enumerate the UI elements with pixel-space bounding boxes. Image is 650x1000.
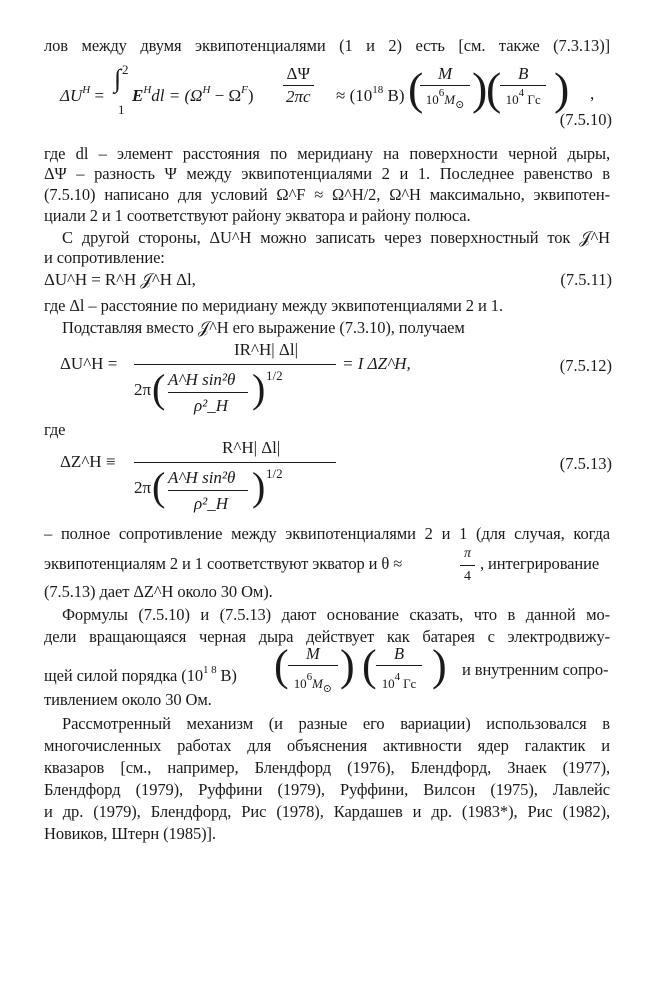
paren: (: [152, 366, 166, 411]
text-line: С другой стороны, ΔU^H можно записать через поверхностный ток 𝒥^H: [62, 228, 610, 247]
text-line: ΔΨ – разность Ψ между эквипотенциалями 2 и 1. Последнее равенство в: [44, 164, 610, 183]
text-line: Блендфорд (1979), Руффини (1979), Руффини, Вилсон (1975), Лавлейс: [44, 780, 610, 799]
paren: (: [152, 464, 166, 509]
text-line: и др. (1979), Блендфорд, Рис (1978), Кардашев и др. (1983*), Рис (1982),: [44, 802, 610, 821]
fraction: $\frac{\pi}{4}$: [460, 544, 475, 587]
text-fragment: В): [216, 666, 237, 685]
fraction: M $10^6M_⊙$: [288, 644, 338, 699]
eq-text: ,: [590, 84, 595, 103]
text-fragment: эквипотенциалям 2 и 1 соответствуют экватор и θ ≈: [44, 554, 403, 573]
integral-upper: 2: [122, 62, 129, 77]
eq-numerator: IR^H| Δl|: [234, 340, 298, 359]
eq-den-num: A^H sin²θ: [168, 468, 236, 487]
text-line: где: [44, 420, 66, 439]
eq-den-den: ρ²_H: [194, 494, 229, 513]
equation-number: (7.5.12): [559, 356, 612, 375]
paren: (: [486, 63, 502, 114]
text-line: где dl – элемент расстояния по меридиану на поверхности черной дыры,: [44, 144, 610, 163]
paren: ): [554, 63, 570, 114]
text-line: и сопротивление:: [44, 248, 165, 267]
paren: ): [340, 641, 355, 690]
fraction-numerator: ΔΨ: [283, 64, 314, 86]
fraction: B $10^4$ Гс: [376, 644, 422, 694]
fraction-numerator: B: [500, 64, 546, 86]
eq-text: ): [247, 86, 254, 105]
text-superscript: 1 8: [203, 664, 217, 676]
text-line: лов между двумя эквипотенциалями (1 и 2) есть [см. также (7.3.13)]: [44, 36, 610, 55]
text-line: где Δl – расстояние по меридиану между эквипотенциалями 2 и 1.: [44, 296, 503, 315]
equation-number: (7.5.13): [559, 454, 612, 473]
fraction-denominator: 2πc: [286, 87, 311, 106]
fraction-bar: [168, 392, 248, 393]
text-line: [44, 641, 610, 695]
text-line: многочисленных работах для объяснения активности ядер галактик и: [44, 736, 610, 755]
eq-symbol: ΔU: [60, 86, 83, 105]
equation-number: (7.5.11): [560, 270, 612, 289]
eq-rhs: = I ΔZ^H,: [342, 354, 411, 373]
paren: ): [432, 641, 447, 690]
text-line: тивлением около 30 Ом.: [44, 690, 212, 709]
fraction: B $10^4$ Гс: [500, 64, 546, 108]
text-line: (7.5.13) дает ΔZ^H около 30 Ом).: [44, 582, 273, 601]
eq-power: 1/2: [266, 368, 283, 383]
text-fragment: и внутренним сопро-: [462, 660, 609, 679]
eq-text: dl = (Ω: [151, 86, 203, 105]
eq-superscript: F: [241, 84, 248, 96]
equation-7-5-12: [60, 340, 560, 422]
eq-superscript: 18: [372, 84, 384, 96]
integral-sign: ∫: [114, 64, 122, 93]
equation-7-5-10: $\Delta U^H$ = ∫ 2 1 $E^Hdl = (\Omega^H - \Omega^F)$ $\frac{\Delta\Psi}{2\pi c}$ ≈ ($10^{18}$ В) ( M $10^6M_⊙$ ) ( B $10^4$ Гс ) ,: [60, 62, 595, 117]
eq-lhs: ΔU^H =: [60, 354, 118, 373]
text-line: дели вращающаяся черная дыра действует как батарея с электродвижу-: [44, 627, 610, 646]
paren: (: [274, 641, 289, 690]
paren: ): [472, 63, 488, 114]
fraction: [282, 64, 315, 107]
fraction-bar: [134, 462, 336, 463]
equation-7-5-13: [60, 438, 560, 520]
text-line: Формулы (7.5.10) и (7.5.13) дают основание сказать, что в данной мо-: [62, 605, 610, 624]
eq-den-den: ρ²_H: [194, 396, 229, 415]
eq-superscript: H: [82, 84, 91, 96]
paren: (: [408, 63, 424, 114]
text-line: – полное сопротивление между эквипотенциалями 2 и 1 (для случая, когда: [44, 524, 610, 543]
text-line: циали 2 и 1 соответствуют району экватора и району полюса.: [44, 206, 471, 225]
fraction-bar: [134, 364, 336, 365]
eq-den-num: A^H sin²θ: [168, 370, 236, 389]
equation-number: (7.5.10): [559, 110, 612, 129]
text-line: (7.5.10) написано для условий Ω^F ≈ Ω^H/2, Ω^H максимально, эквипотен-: [44, 185, 610, 204]
eq-lhs: ΔZ^H ≡: [60, 452, 116, 471]
eq-2pi: 2π: [134, 478, 152, 497]
text-line: квазаров [см., например, Блендфорд (1976), Блендфорд, Знаек (1977),: [44, 758, 610, 777]
eq-numerator: R^H| Δl|: [222, 438, 281, 457]
fraction-numerator: M: [420, 64, 470, 86]
paren: ): [252, 464, 266, 509]
eq-2pi: 2π: [134, 380, 152, 399]
eq-text: В): [383, 86, 405, 105]
text-line: Новиков, Штерн (1985)].: [44, 824, 216, 843]
equation-7-5-11: ΔU^H = R^H 𝒥^H Δl,: [44, 270, 196, 289]
paren: ): [252, 366, 266, 411]
text-fragment: , интегрирование: [480, 554, 600, 573]
eq-text: ≈ (10: [336, 86, 373, 105]
fraction: M $10^6M_⊙$: [420, 64, 470, 111]
text-fragment: щей силой порядка (10: [44, 666, 204, 685]
eq-power: 1/2: [266, 466, 283, 481]
text-line: Подставляя вместо 𝒥^H его выражение (7.3.10), получаем: [62, 318, 465, 337]
eq-symbol: E: [132, 86, 144, 105]
eq-text: − Ω: [210, 86, 242, 105]
text-line: [44, 548, 610, 584]
paren: (: [362, 641, 377, 690]
text-line: Рассмотренный механизм (и разные его вариации) использовался в: [62, 714, 610, 733]
fraction-bar: [168, 490, 248, 491]
integral-lower: 1: [118, 102, 125, 117]
